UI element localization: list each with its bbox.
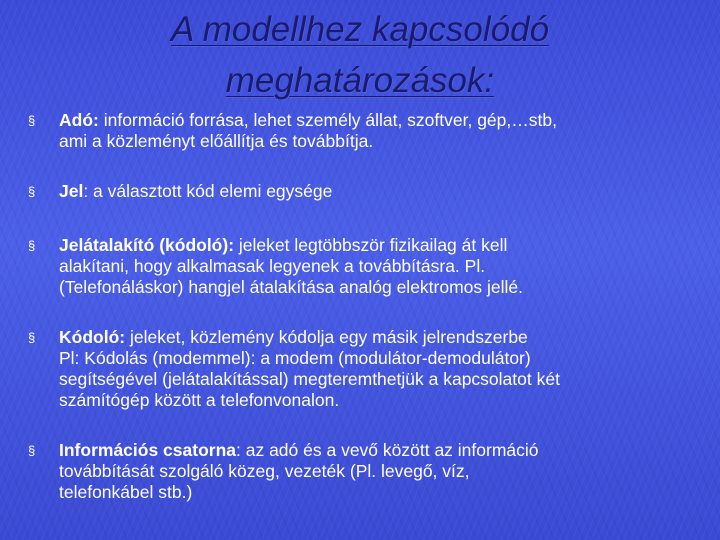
definition-term: Információs csatorna <box>59 440 236 460</box>
square-bullet-icon: § <box>28 330 36 345</box>
definition-text: jeleket, közlemény kódolja egy másik jelrendszerbe <box>125 327 528 347</box>
slide-title <box>100 4 620 106</box>
definition-item-informacios-csatorna <box>28 440 700 503</box>
definition-text: jeleket legtöbbször fizikailag át kell <box>234 235 508 255</box>
definition-line: számítógép között a telefonvonalon. <box>59 390 340 410</box>
definition-line <box>59 235 700 256</box>
definition-line: segítségével (jelátalakítással) megteremthetjük a kapcsolatot két <box>59 369 560 389</box>
definition-line <box>59 110 700 131</box>
definition-item-kodolo <box>28 327 700 411</box>
definition-text: : a választott kód elemi egysége <box>83 181 333 201</box>
definition-line: továbbítását szolgáló közeg, vezeték (Pl. levegő, víz, <box>59 461 470 481</box>
definition-line: Pl: Kódolás (modemmel): a modem (modulátor-demodulátor) <box>59 348 531 368</box>
definition-text: : az adó és a vevő között az információ <box>236 440 539 460</box>
definition-item-jel <box>28 181 700 202</box>
square-bullet-icon: § <box>28 184 36 199</box>
slide-title-line-2: meghatározások: <box>225 61 495 100</box>
definition-term: Kódoló: <box>59 327 126 347</box>
definition-item-ado <box>28 110 700 152</box>
definition-line: alakítani, hogy alkalmasak legyenek a továbbításra. Pl. <box>59 256 486 276</box>
definition-term: Jelátalakító (kódoló): <box>59 235 235 255</box>
square-bullet-icon: § <box>28 443 36 458</box>
definition-text: információ forrása, lehet személy állat, szoftver, gép,…stb, <box>98 110 557 130</box>
definition-term: Adó: <box>59 110 99 130</box>
definition-term: Jel <box>59 181 84 201</box>
definition-item-jelatalakito <box>28 235 700 298</box>
square-bullet-icon: § <box>28 238 36 253</box>
definition-line: ami a közleményt előállítja és továbbítja. <box>59 131 374 151</box>
definition-line: (Telefonáláskor) hangjel átalakítása analóg elektromos jellé. <box>59 277 524 297</box>
definition-line <box>59 440 700 461</box>
square-bullet-icon: § <box>28 113 36 128</box>
definition-line <box>59 181 700 202</box>
definition-line <box>59 327 700 348</box>
definition-line: telefonkábel stb.) <box>59 482 193 502</box>
definition-list <box>28 110 700 503</box>
slide-title-line-1: A modellhez kapcsolódó <box>170 10 550 49</box>
